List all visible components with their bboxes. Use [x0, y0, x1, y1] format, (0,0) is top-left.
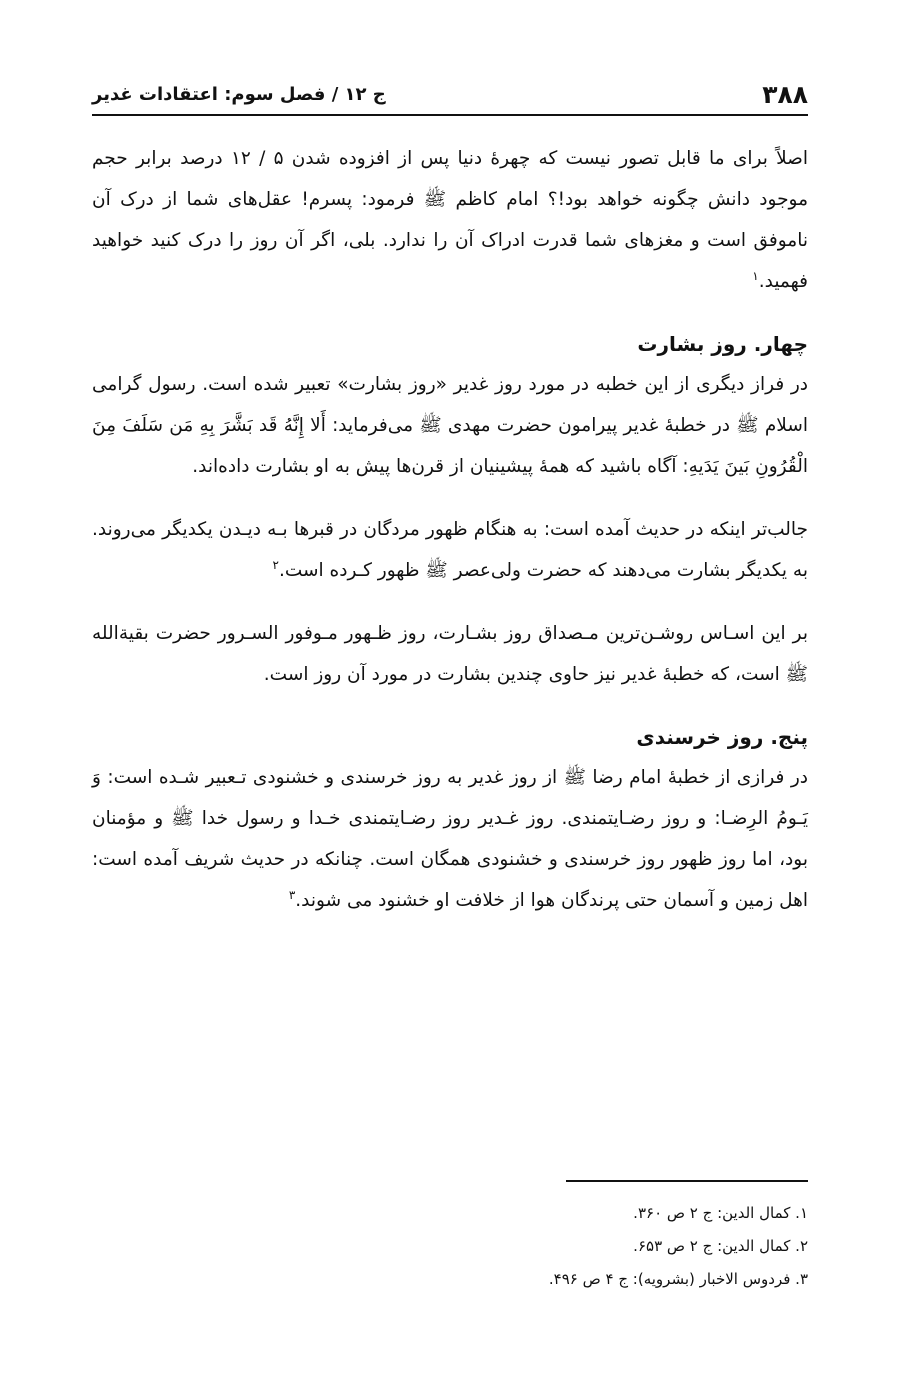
- footnote-ref-1[interactable]: ۱: [752, 268, 759, 283]
- footnote-1: ۱. کمال الدین: ج ۲ ص ۳۶۰.: [633, 1204, 808, 1222]
- paragraph-1: [92, 138, 808, 302]
- page-body: [92, 138, 808, 943]
- footnote-2: ۲. کمال الدین: ج ۲ ص ۶۵۳.: [633, 1237, 808, 1255]
- paragraph-2: [92, 364, 808, 487]
- paragraph-3: [92, 509, 808, 591]
- paragraph-5-text: در فرازی از خطبهٔ امام رضا ﷺ از روز غدیر به روز خرسندی و خشنودی تـعبیر شـده است: وَ یَـومُ الرِضـا: و روز رضـایتمندی. روز غـدیر روز رضـایتمندی خـدا و رسول خدا ﷺ و مؤمنان بود، اما روز ظهور روز خرسندی و خشنودی همگان است. چنانکه در حدیث شریف آمده است: اهل زمین و آسمان حتی پرندگان هوا از خلافت او خشنود می شوند.: [92, 767, 808, 911]
- running-title: ج ۱۲ / فصل سوم: اعتقادات غدیر: [92, 83, 386, 105]
- paragraph-4: [92, 613, 808, 695]
- footnote-ref-2[interactable]: ۲: [272, 557, 279, 572]
- footnote-ref-3[interactable]: ۳: [288, 887, 296, 902]
- section-heading-bisharat: چهار. روز بشارت: [637, 332, 808, 356]
- page-number: ۳۸۸: [762, 79, 808, 109]
- section-heading-khorsandi: پنج. روز خرسندی: [636, 725, 808, 749]
- paragraph-1-text: اصلاً برای ما قابل تصور نیست که چهرهٔ دنیا پس از افزوده شدن ۵ / ۱۲ درصد برابر حجم موجود دانش چگونه خواهد بود!؟ امام کاظم ﷺ فرمود: پسرم! عقل‌های شما از درک آن ناموفق است و مغزهای شما قدرت ادراک آن را ندارد. بلی، اگر آن روز را درک کنید خواهید فهمید.: [92, 148, 808, 292]
- footnote-divider: [566, 1180, 808, 1182]
- footnote-3: ۳. فردوس الاخبار (بشرویه): ج ۴ ص ۴۹۶.: [548, 1270, 808, 1288]
- page-header: [92, 74, 808, 116]
- paragraph-4-text: بر این اسـاس روشـن‌ترین مـصداق روز بشـارت، روز ظـهور مـوفور السـرور حضرت بقیةالله ﷺ است، که خطبهٔ غدیر نیز حاوی چندین بشارت در مورد آن روز است.: [92, 623, 808, 685]
- footnotes: [92, 1197, 808, 1296]
- paragraph-5: [92, 757, 808, 921]
- book-page: [92, 0, 808, 1390]
- paragraph-3-text: جالب‌تر اینکه در حدیث آمده است: به هنگام ظهور مردگان در قبرها بـه دیـدن یکدیگر می‌روند. به یکدیگر بشارت می‌دهند که حضرت ولی‌عصر ﷺ ظهور کـرده است.: [92, 519, 808, 581]
- paragraph-2-text: در فراز دیگری از این خطبه در مورد روز غدیر «روز بشارت» تعبیر شده است. رسول گرامی اسلام ﷺ در خطبهٔ غدیر پیرامون حضرت مهدی ﷺ می‌فرماید: أَلا إِنَّهُ قَد بَشَّرَ بِهِ مَن سَلَفَ مِنَ الْقُرُونِ بَینَ یَدَیهِ: آگاه باشید که همهٔ پیشینیان از قرن‌ها پیش به او بشارت داده‌اند.: [92, 374, 808, 477]
